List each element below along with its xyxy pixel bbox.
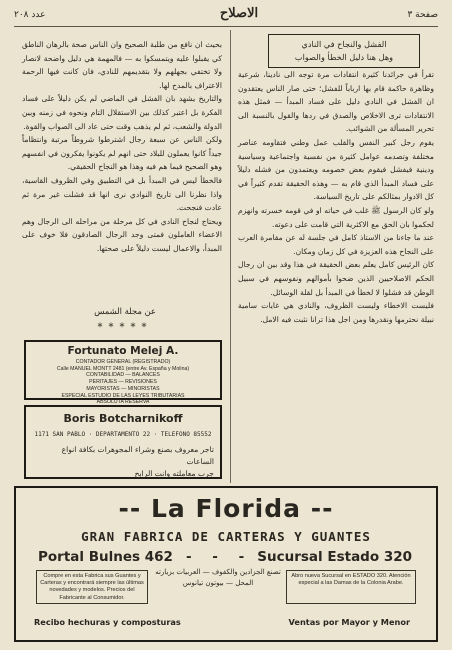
ad-details bbox=[30, 359, 216, 406]
ad-line: ABSOLUTA RESERVA bbox=[96, 399, 150, 406]
ad-name: Fortunato Melej A. bbox=[67, 345, 179, 357]
ad-title: -- La Florida -- bbox=[118, 494, 334, 523]
ad-subtitle: GRAN FABRICA DE CARTERAS Y GUANTES bbox=[81, 529, 371, 544]
masthead-title: الاصلاح bbox=[219, 6, 259, 21]
ad-arabic-line: تاجر معروف بصنع وشراء المجوهرات بكافة انواع الساعات bbox=[61, 445, 214, 466]
column-divider bbox=[230, 30, 231, 483]
paragraph: تقرأ في جرائدنا كثيرة انتقادات مرة توجه الى نادينا، شرعية وظاهرة حاكمة قام بها ارباباً للفشل؛ حتى صار الناس يعتقدون ان الفشل في النادي دليل على فساد المبدأ — فمثل هذه الانتقادات ترى الاخلاص والصدق في ردها والقول بالنسبة الى تحرير المسألة من الشوائب. bbox=[238, 70, 434, 134]
ad-line: PERITAJES — REVISIONES bbox=[89, 379, 157, 386]
ad-fortunato-melej bbox=[24, 340, 222, 406]
ad-line: CONTADOR GENERAL (REGISTRADO) bbox=[75, 359, 171, 365]
ad-boris-botcharnikoff bbox=[24, 405, 222, 479]
paragraph: عند ما جاءنا من الاستاذ كامل في جلسة له عن مقامرة العرب على النجاح هذه العزيزة في كل زمان ومكان. bbox=[238, 233, 434, 256]
ad-footer-left: Recibo hechuras y composturas bbox=[34, 617, 181, 627]
article-title: الفشل والنجاح في النادي bbox=[301, 39, 387, 49]
ad-line: MAYORISTAS — MINORISTAS bbox=[86, 385, 160, 392]
right-column-text bbox=[238, 68, 434, 326]
page-number: صفحة ٣ bbox=[407, 10, 438, 20]
ad-line: ESPECIAL ESTUDIO DE LAS LEYES TRIBUTARIAS bbox=[61, 392, 185, 399]
page-header bbox=[14, 6, 438, 26]
ad-box-left: Compre en esta Fabrica sus Guantes y Carteras y encontrará siempre las últimas novedades y modelos. Precios del Fabricante al Consumidor. bbox=[36, 570, 148, 604]
ad-name: Boris Botcharnikoff bbox=[63, 412, 183, 425]
header-rule bbox=[14, 26, 438, 27]
paragraph: كان الرئيس كامل يعلم بعض الحقيقة في هذا وقد بين ان رجال الحكم الاصلاحيين الذين ضحوا بأموالهم ونفوسهم في سبيل الوطن قد فشلوا لا لخطأ في المبدأ بل لقلة الوسائل. bbox=[238, 260, 434, 297]
ad-la-florida bbox=[14, 486, 438, 642]
issue-number: عدد ٢٠٨ bbox=[14, 10, 46, 20]
paragraph: فالخطأ ليس في المبدأ بل في التطبيق وفي الظروف القاسية، واذا نظرنا الى تاريخ النوادي نرى انها قد فشلت غير مرة ثم عادت فنجحت. bbox=[22, 175, 222, 213]
ad-arabic-line: جرب معاملته وانت الرابح bbox=[134, 469, 214, 478]
article-signature: عن مجلة الشمس bbox=[94, 306, 156, 316]
separator-stars: ***** bbox=[97, 322, 153, 333]
ad-footer-right: Ventas por Mayor y Menor bbox=[288, 617, 410, 627]
ad-dashes: - - - bbox=[186, 549, 253, 565]
paragraph: يقوم رجل كبير النفس والقلب عمل وطني فتقاومه عناصر مختلفة وتصدمه عوامل كثيرة من نفسية واجتماعية وسياسية ودينية فيفشل فيقوم بعض خصومه ويعتمدون من فشله دليلاً على فساد المبدأ الذي قام به — وهذه الحقيقة تقدم كثيراً في كل الادوار بمثالكم على تاريخ السياسة. bbox=[238, 137, 434, 202]
ad-box-right: Abro nueva Sucursal en ESTADO 320. Atención especial a las Damas de la Colonia Arabe. bbox=[286, 570, 416, 604]
paragraph: ولكن الناس عن سبعة رجال اشترطوا شروطاً مرتبة وانتظاماً جيداً كانوا يعملون للبلاد حتى انهم لم يكونوا يفكرون في انفسهم وهو الصحيح فيما هم فيه وهذا هو النجاح الحقيقي. bbox=[22, 135, 222, 172]
ad-sucursal: Sucursal Estado 320 bbox=[257, 549, 412, 565]
left-column-text bbox=[22, 38, 222, 256]
paragraph: ويحتاج لنجاح النادي في كل مرحلة من مراحله الى الرجال وهم الاعضاء العاملون فمتى وجد الرجال الصادقون فلا خوف على المبدأ، والاعمال ليست دليلاً على صحتها. bbox=[22, 216, 222, 253]
paragraph: ولو كان الرسول ﷺ غلب في حياته او في قومه خسرته وانهزم لحكموا بان الحق مع الاكثرية التي قامت على دعوته. bbox=[238, 205, 434, 229]
ad-address: 1171 SAN PABLO · DEPARTAMENTO 22 · TELEFONO 85552 bbox=[34, 431, 212, 438]
paragraph: بحيث ان نافع من طلبة الصحيح وان الناس صحة بالرهان الناطق كي يقبلوا عليه ويتمسكوا به — فالمهمة هي دليل واضحة لانصار ولا تختفي بجهلهم ولا بتقديمهم للنادي، فان كانت فيها الرحمة الاعتراف بالمدح لها. bbox=[22, 40, 222, 90]
ad-address: Portal Bulnes 462 bbox=[38, 549, 173, 565]
article-subtitle: وهل هنا دليل الخطأ والصواب bbox=[294, 52, 394, 62]
ad-line: CONTABILIDAD — BALANCES bbox=[86, 372, 160, 379]
ad-line: Calle MANUEL MONTT 2481 (entre Av. España y Molina) bbox=[56, 365, 190, 372]
paragraph: والتاريخ يشهد بان الفشل في الماضي لم يكن دليلاً على فساد الفكرة بل اعتبر كذلك بين الاستقلال التام ونحوه في زمنه وبين الدولة والشعب، ثم لم يذهب وقت حتى عاد الى الصواب والقوة. bbox=[22, 94, 222, 131]
paragraph: فليست الاخطاء وليست الظروف، والنادي هي غايات سامية نبيلة نحترمها ونقدرها ومن اجل هذا ترانا نثبت فيه الامل. bbox=[238, 301, 434, 324]
article-title-box bbox=[268, 34, 420, 68]
ad-arabic-middle: تصنع الجزادين والكفوف — العربيات بزيارته المحل — بيوتون تيانوس bbox=[155, 568, 281, 587]
